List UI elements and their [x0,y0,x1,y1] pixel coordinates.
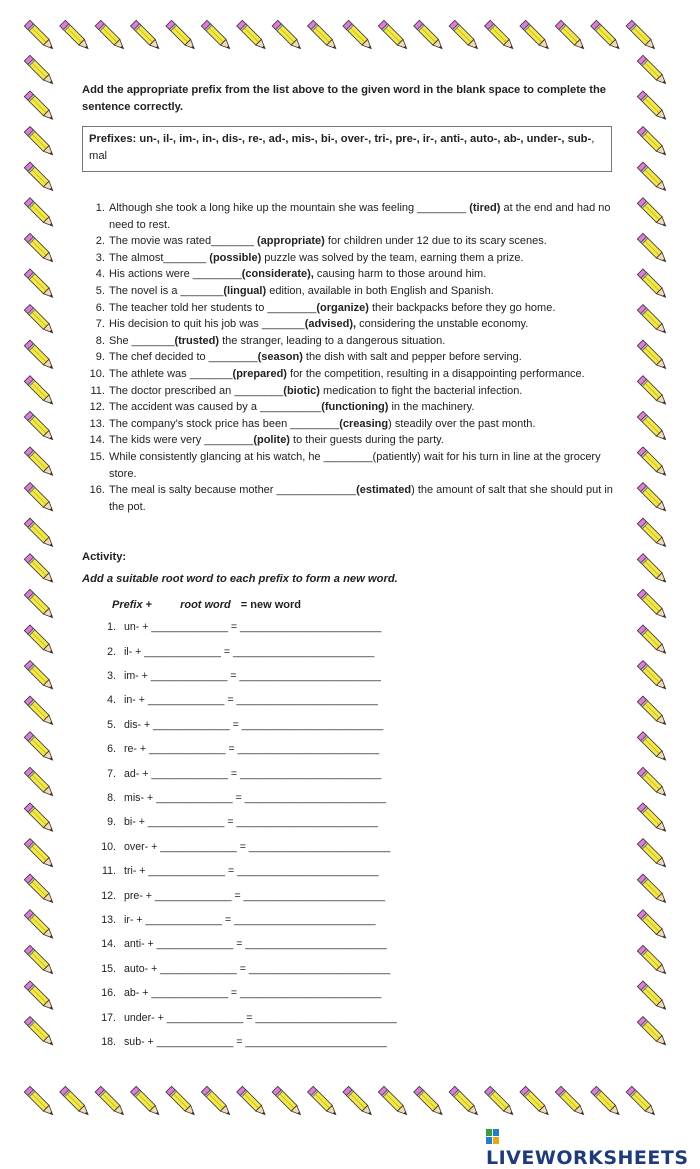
activity-item-text: under- + _____________ = ________________________ [124,1011,397,1024]
sentence-item [108,383,622,400]
pencil-icon [414,1086,445,1117]
activity-item-text: un- + _____________ = ________________________ [124,621,382,634]
activity-item-text: ir- + _____________ = ________________________ [124,913,376,926]
sentence-text-end: edition, available in both English and Spanish. [266,284,494,297]
pencil-icon [637,518,668,549]
pencil-icon [24,447,55,478]
activity-item-number: 6. [107,743,116,756]
root-word: (possible) [206,251,262,264]
pencil-icon [343,20,374,51]
activity-item-number: 7. [107,767,116,780]
activity-item-text: tri- + _____________ = ________________________ [124,865,379,878]
activity-item [82,792,622,816]
sentence-text-end: ) steadily over the past month. [388,417,536,430]
pencil-icon [24,1017,55,1048]
sentence-item [108,449,622,482]
root-word: (prepared) [232,367,287,380]
pencil-icon [414,20,445,51]
root-word: (advised), [304,318,357,331]
activity-item-text: re- + _____________ = ________________________ [124,743,380,756]
sentence-text-end: ) the amount of salt that she should put in the pot. [109,484,613,513]
pencil-icon [24,803,55,834]
activity-item [82,816,622,840]
activity-item-text: pre- + _____________ = ________________________ [124,889,385,902]
pencil-icon [24,661,55,692]
activity-item-text: ad- + _____________ = ________________________ [124,767,382,780]
activity-item-number: 15. [101,962,116,975]
pencil-icon [24,732,55,763]
activity-item-number: 11. [102,865,116,878]
activity-list [82,621,622,1060]
pencil-icon [308,1086,339,1117]
pencil-icon [24,55,55,86]
pencil-icon [637,910,668,941]
sentence-item [108,200,622,233]
pencil-icon [24,589,55,620]
pencil-icon [24,162,55,193]
sentence-text-end: for the competition, resulting in a disappointing performance. [286,367,585,380]
root-word: (creasing [339,417,389,430]
pencil-icon [24,1086,55,1117]
activity-item [82,1012,622,1036]
sentence-item [108,349,622,366]
root-word: (tired) [466,202,501,214]
sentence-item [108,366,622,383]
sentence-text: The kids were very ________ [109,434,254,447]
sentence-item [108,316,622,333]
activity-column-header [112,599,622,611]
pencil-icon [24,839,55,870]
pencil-icon [637,732,668,763]
pencil-icon [24,767,55,798]
pencil-icon [637,127,668,158]
pencil-icon [60,1086,91,1117]
sentence-text: Although she took a long hike up the mountain she was feeling ________ [109,202,467,214]
activity-item-number: 1. [107,621,116,634]
pencil-icon [24,198,55,229]
sentence-text-end: considering the unstable economy. [356,318,529,331]
pencil-icon [378,20,409,51]
pencil-icon [24,483,55,514]
activity-item-text: ab- + _____________ = ________________________ [124,987,382,1000]
sentence-text: His decision to quit his job was _______ [109,318,305,331]
sentence-item [108,300,622,317]
sentence-item [108,482,622,515]
pencil-icon [637,233,668,264]
sentence-text: The teacher told her students to ________ [109,301,317,314]
sentence-text: She _______ [109,334,175,347]
root-word: (polite) [253,434,290,447]
pencil-icon [201,20,232,51]
pencil-icon [637,447,668,478]
pencil-icon [637,981,668,1012]
pencil-icon [485,20,516,51]
sentence-list [82,200,622,515]
pencil-icon [60,20,91,51]
activity-item-text: over- + _____________ = ________________________ [124,840,391,853]
prefix-list: un-, il-, im-, in-, dis-, re-, ad-, mis-, bi-, over-, tri-, pre-, ir-, anti-, auto-, ab-, under-, sub- [139,133,592,145]
sentence-text: The company's stock price has been ________ [109,417,340,430]
sentence-item [108,432,622,449]
activity-item-number: 12. [101,889,116,902]
pencil-icon [237,1086,268,1117]
activity-item-number: 9. [107,816,116,829]
activity-item-number: 3. [107,670,116,683]
sentence-text: His actions were ________ [109,268,242,281]
activity-item-text: im- + _____________ = ________________________ [124,670,381,683]
pencil-icon [591,20,622,51]
activity-item-number: 2. [107,645,116,658]
activity-item-text: in- + _____________ = ________________________ [124,694,378,707]
pencil-icon [637,803,668,834]
pencil-icon [485,1086,516,1117]
activity-item [82,719,622,743]
activity-item-number: 8. [107,792,116,805]
pencil-icon [637,589,668,620]
pencil-icon [166,20,197,51]
pencil-icon [24,127,55,158]
activity-item [82,670,622,694]
activity-item-text: anti- + _____________ = ________________________ [124,938,387,951]
pencil-icon [626,20,657,51]
pencil-icon [95,1086,126,1117]
activity-item-text: dis- + _____________ = ________________________ [124,718,384,731]
sentence-item [108,233,622,250]
prefix-tail: , mal [89,133,595,162]
pencil-icon [520,20,551,51]
pencil-icon [24,233,55,264]
sentence-text: The athlete was _______ [109,367,233,380]
sentence-text-end: the stranger, leading to a dangerous situation. [219,334,446,347]
pencil-icon [637,874,668,905]
sentence-text-end: in the machinery. [388,401,475,414]
sentence-item [108,416,622,433]
sentence-text-end: medication to fight the bacterial infection. [319,384,523,397]
pencil-icon [308,20,339,51]
header-new-word: = new word [240,599,301,612]
activity-item [82,963,622,987]
liveworksheets-logo-icon [486,1129,500,1145]
activity-item-text: bi- + _____________ = ________________________ [124,816,378,829]
activity-item [82,743,622,767]
sentence-text-end: for children under 12 due to its scary scenes. [324,235,547,248]
prefix-label: Prefixes: [89,133,137,145]
activity-item [82,987,622,1011]
sentence-item [108,266,622,283]
pencil-icon [637,554,668,585]
pencil-icon [637,1017,668,1048]
activity-title: Activity: [82,551,127,564]
pencil-icon [637,198,668,229]
activity-item-number: 10. [101,840,116,853]
pencil-icon [272,1086,303,1117]
pencil-icon [237,20,268,51]
activity-item [82,768,622,792]
root-word: (biotic) [283,384,320,397]
pencil-icon [24,269,55,300]
activity-item [82,621,622,645]
activity-item [82,1036,622,1060]
root-word: (functioning) [321,401,389,414]
worksheet-content [82,82,622,1060]
sentence-text-end: the dish with salt and pepper before serving. [302,351,522,364]
activity-item-text: mis- + _____________ = ________________________ [124,792,387,805]
pencil-icon [626,1086,657,1117]
pencil-icon [449,20,480,51]
pencil-icon [378,1086,409,1117]
prefix-list-box [82,126,612,172]
pencil-icon [637,376,668,407]
pencil-icon [166,1086,197,1117]
activity-item-number: 16. [101,987,116,1000]
pencil-icon [24,945,55,976]
pencil-icon [24,340,55,371]
pencil-icon [449,1086,480,1117]
sentence-text: The chef decided to ________ [109,351,258,364]
activity-item [82,694,622,718]
pencil-icon [637,55,668,86]
activity-item-text: il- + _____________ = ________________________ [124,645,375,658]
activity-item [82,938,622,962]
instructions: Add the appropriate prefix from the list above to the given word in the blank space to complete the sentence correctly. [82,84,607,113]
pencil-icon [24,91,55,122]
sentence-text-end: their backpacks before they go home. [368,301,556,314]
pencil-icon [24,20,55,51]
pencil-icon [637,767,668,798]
pencil-icon [24,874,55,905]
sentence-text: The movie was rated_______ [109,235,254,248]
pencil-icon [637,483,668,514]
activity-item-number: 14. [101,938,116,951]
activity-item [82,646,622,670]
pencil-icon [24,696,55,727]
activity-item [82,890,622,914]
pencil-icon [637,661,668,692]
sentence-text-end: at the end and had no need to rest. [109,202,611,231]
activity-item-number: 13. [101,913,116,926]
pencil-icon [637,945,668,976]
pencil-icon [24,305,55,336]
activity-subtitle: Add a suitable root word to each prefix to form a new word. [82,573,398,586]
pencil-icon [131,20,162,51]
pencil-icon [637,162,668,193]
activity-item-number: 4. [107,694,116,707]
activity-item-text: auto- + _____________ = ________________________ [124,962,391,975]
pencil-icon [637,269,668,300]
root-word: (season) [257,351,303,364]
pencil-icon [520,1086,551,1117]
pencil-icon [637,340,668,371]
sentence-text: The almost_______ [109,251,207,264]
pencil-icon [95,20,126,51]
pencil-icon [201,1086,232,1117]
sentence-text: The novel is a _______ [109,284,224,297]
pencil-icon [637,91,668,122]
pencil-icon [555,20,586,51]
pencil-icon [637,625,668,656]
header-plus: + [142,599,153,612]
sentence-item [108,250,622,267]
activity-item [82,914,622,938]
root-word: (trusted) [174,334,220,347]
sentence-item [108,333,622,350]
pencil-icon [24,981,55,1012]
activity-item-number: 17. [101,1011,116,1024]
pencil-icon [637,411,668,442]
pencil-icon [24,910,55,941]
activity-item-number: 18. [101,1035,116,1048]
activity-item-number: 5. [107,718,116,731]
sentence-text-end: causing harm to those around him. [313,268,487,281]
pencil-icon [272,20,303,51]
sentence-text: The meal is salty because mother _____________ [109,484,357,497]
pencil-icon [24,411,55,442]
sentence-item [108,283,622,300]
pencil-icon [637,696,668,727]
root-word: (lingual) [223,284,267,297]
pencil-icon [24,376,55,407]
sentence-text: While consistently glancing at his watch, he ________(patiently) wait for his turn in line at the grocery store. [109,450,601,480]
sentence-text: The accident was caused by a __________ [109,401,322,414]
watermark-text: LIVEWORKSHEETS [486,1147,689,1169]
activity-item [82,841,622,865]
header-root-word: root word [180,599,231,612]
pencil-icon [24,518,55,549]
pencil-icon [24,554,55,585]
pencil-icon [24,625,55,656]
pencil-icon [555,1086,586,1117]
root-word: (considerate), [241,268,314,281]
liveworksheets-logo [486,1125,700,1169]
root-word: (estimated [356,484,412,497]
pencil-icon [637,305,668,336]
sentence-item [108,399,622,416]
pencil-icon [591,1086,622,1117]
pencil-icon [131,1086,162,1117]
activity-item [82,865,622,889]
sentence-text-end: puzzle was solved by the team, earning them a prize. [261,251,524,264]
pencil-icon [343,1086,374,1117]
root-word: (organize) [316,301,369,314]
header-prefix: Prefix [112,599,143,612]
pencil-icon [637,839,668,870]
activity-item-text: sub- + _____________ = ________________________ [124,1035,387,1048]
root-word: (appropriate) [253,235,325,248]
sentence-text: The doctor prescribed an ________ [109,384,284,397]
sentence-text-end: to their guests during the party. [289,434,444,447]
